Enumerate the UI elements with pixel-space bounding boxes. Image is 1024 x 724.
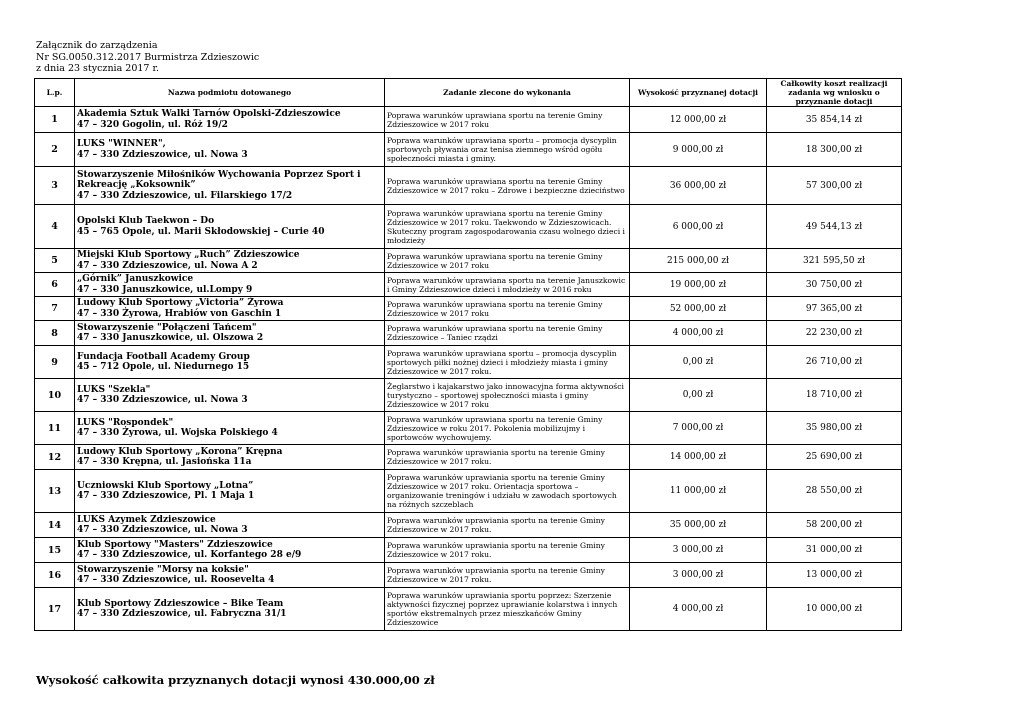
date-line: z dnia 23 stycznia 2017 r.: [36, 63, 159, 74]
grant-amount: 14 000,00 zł: [630, 445, 767, 470]
grant-amount: 3 000,00 zł: [630, 563, 767, 588]
task-description: Poprawa warunków uprawiana sportu na terenie Gminy Zdzieszowice w roku 2017. Pokolenia mobilizujmy i sportowców wychowujemy.: [385, 412, 630, 445]
grant-amount: 0,00 zł: [630, 346, 767, 379]
table-row: [35, 379, 902, 412]
total-cost-amount: 35 980,00 zł: [767, 412, 902, 445]
entity-cell: [75, 470, 385, 513]
total-cost-amount: 18 300,00 zł: [767, 133, 902, 167]
entity-address: 47 – 330 Januszkowice, ul. Olszowa 2: [77, 333, 264, 343]
total-cost-amount: 31 000,00 zł: [767, 538, 902, 563]
column-header-grant: Wysokość przyznanej dotacji: [630, 79, 767, 107]
column-header-name: Nazwa podmiotu dotowanego: [75, 79, 385, 107]
entity-address: 47 – 320 Gogolin, ul. Róż 19/2: [77, 119, 228, 130]
entity-name: Klub Sportowy Zdzieszowice – Bike Team: [77, 598, 284, 609]
row-number: 12: [35, 445, 75, 470]
table-row: [35, 321, 902, 346]
entity-cell: [75, 445, 385, 470]
entity-address: 47 – 330 Żyrowa, Hrabiów von Gaschin 1: [77, 308, 282, 319]
entity-name: LUKS "Szekla": [77, 384, 151, 395]
entity-cell: [75, 563, 385, 588]
table-row: [35, 588, 902, 631]
entity-cell: [75, 513, 385, 538]
grant-amount: 215 000,00 zł: [630, 249, 767, 273]
task-description: Poprawa warunków uprawiana sportu na terenie Gminy Zdzieszowice w 2017 roku: [385, 249, 630, 273]
column-header-total-cost: Całkowity koszt realizacji zadania wg wniosku o przyznanie dotacji: [767, 79, 902, 107]
row-number: 3: [35, 167, 75, 205]
table-row: [35, 470, 902, 513]
row-number: 2: [35, 133, 75, 167]
task-description: Poprawa warunków uprawiania sportu na terenie Gminy Zdzieszowice w 2017 roku. Orientacja sportowa – organizowanie treningów i udziału w zawodach sportowych na różnych szczeblach: [385, 470, 630, 513]
entity-name: Akademia Sztuk Walki Tarnów Opolski-Zdzieszowice: [77, 109, 341, 119]
entity-address: 47 – 330 Zdzieszowice, ul. Fabryczna 31/1: [77, 609, 287, 619]
entity-cell: [75, 107, 385, 133]
total-cost-amount: 13 000,00 zł: [767, 563, 902, 588]
table-row: [35, 538, 902, 563]
grant-amount: 4 000,00 zł: [630, 321, 767, 346]
row-number: 8: [35, 321, 75, 346]
entity-name: LUKS Azymek Zdzieszowice: [77, 514, 216, 525]
row-number: 17: [35, 588, 75, 631]
entity-name: Klub Sportowy "Masters" Zdzieszowice: [77, 539, 273, 550]
row-number: 1: [35, 107, 75, 133]
row-number: 15: [35, 538, 75, 563]
table-row: [35, 167, 902, 205]
entity-cell: [75, 346, 385, 379]
entity-address: 47 – 330 Żyrowa, ul. Wojska Polskiego 4: [77, 428, 278, 438]
entity-name: Stowarzyszenie Miłośników Wychowania Poprzez Sport i Rekreację „Koksownik”: [77, 169, 361, 191]
task-description: Poprawa warunków uprawiania sportu na terenie Gminy Zdzieszowice w 2017 roku.: [385, 513, 630, 538]
entity-cell: [75, 412, 385, 445]
table-row: [35, 513, 902, 538]
entity-name: LUKS "Rospondek": [77, 417, 174, 428]
grant-amount: 11 000,00 zł: [630, 470, 767, 513]
total-cost-amount: 35 854,14 zł: [767, 107, 902, 133]
table-row: [35, 249, 902, 273]
entity-address: 45 – 712 Opole, ul. Niedurnego 15: [77, 362, 250, 372]
entity-address: 47 – 330 Zdzieszowice, ul. Nowa 3: [77, 149, 248, 160]
entity-address: 47 – 330 Zdzieszowice, ul. Roosevelta 4: [77, 575, 275, 585]
entity-cell: [75, 297, 385, 321]
entity-name: Ludowy Klub Sportowy „Korona” Krępna: [77, 446, 283, 457]
total-cost-amount: 25 690,00 zł: [767, 445, 902, 470]
total-cost-amount: 26 710,00 zł: [767, 346, 902, 379]
grant-amount: 3 000,00 zł: [630, 538, 767, 563]
grant-amount: 52 000,00 zł: [630, 297, 767, 321]
order-number-line: Nr SG.0050.312.2017 Burmistrza Zdzieszowic: [36, 51, 260, 63]
task-description: Poprawa warunków uprawiania sportu na terenie Gminy Zdzieszowice w 2017 roku.: [385, 538, 630, 563]
entity-cell: [75, 321, 385, 346]
entity-address: 47 – 330 Zdzieszowice, ul. Korfantego 28 e/9: [77, 550, 302, 560]
table-row: [35, 346, 902, 379]
task-description: Poprawa warunków uprawiana sportu na terenie Januszkowic i Gminy Zdzieszowice dzieci i młodzieży w 2016 roku: [385, 273, 630, 297]
grants-table: [34, 78, 902, 631]
row-number: 14: [35, 513, 75, 538]
row-number: 9: [35, 346, 75, 379]
annex-line: Załącznik do zarządzenia: [36, 40, 158, 51]
row-number: 4: [35, 205, 75, 249]
table-row: [35, 133, 902, 167]
table-row: [35, 297, 902, 321]
grant-amount: 4 000,00 zł: [630, 588, 767, 631]
grant-amount: 6 000,00 zł: [630, 205, 767, 249]
entity-address: 47 – 330 Zdzieszowice, ul. Nowa 3: [77, 525, 248, 535]
total-cost-amount: 22 230,00 zł: [767, 321, 902, 346]
entity-name: Stowarzyszenie "Morsy na koksie": [77, 564, 249, 575]
entity-cell: [75, 379, 385, 412]
column-header-task: Zadanie zlecone do wykonania: [385, 79, 630, 107]
total-cost-amount: 18 710,00 zł: [767, 379, 902, 412]
entity-address: 47 – 330 Januszkowice, ul.Lompy 9: [77, 284, 253, 295]
task-description: Poprawa warunków uprawiana sportu na terenie Gminy Zdzieszowice w 2017 roku. Taekwondo w Zdzieszowicach. Skuteczny program zagospodarowania czasu wolnego dzieci i młodzieży: [385, 205, 630, 249]
entity-cell: [75, 588, 385, 631]
task-description: Poprawa warunków uprawiana sportu na terenie Gminy Zdzieszowice w 2017 roku: [385, 297, 630, 321]
table-row: [35, 563, 902, 588]
grant-amount: 9 000,00 zł: [630, 133, 767, 167]
entity-name: Miejski Klub Sportowy „Ruch” Zdzieszowice: [77, 250, 300, 260]
task-description: Poprawa warunków uprawiana sportu na terenie Gminy Zdzieszowice w 2017 roku: [385, 107, 630, 133]
row-number: 16: [35, 563, 75, 588]
total-cost-amount: 49 544,13 zł: [767, 205, 902, 249]
entity-name: Fundacja Football Academy Group: [77, 351, 250, 362]
row-number: 6: [35, 273, 75, 297]
total-grants-summary: Wysokość całkowita przyznanych dotacji wynosi 430.000,00 zł: [36, 673, 435, 687]
row-number: 11: [35, 412, 75, 445]
total-cost-amount: 28 550,00 zł: [767, 470, 902, 513]
total-cost-amount: 57 300,00 zł: [767, 167, 902, 205]
entity-cell: [75, 133, 385, 167]
column-header-lp: L.p.: [35, 79, 75, 107]
entity-address: 47 – 330 Zdzieszowice, ul. Nowa A 2: [77, 260, 258, 271]
total-cost-amount: 10 000,00 zł: [767, 588, 902, 631]
table-header-row: [35, 79, 902, 107]
total-cost-amount: 321 595,50 zł: [767, 249, 902, 273]
entity-cell: [75, 538, 385, 563]
total-cost-amount: 58 200,00 zł: [767, 513, 902, 538]
row-number: 5: [35, 249, 75, 273]
row-number: 7: [35, 297, 75, 321]
row-number: 13: [35, 470, 75, 513]
entity-name: LUKS "WINNER",: [77, 139, 166, 149]
table-row: [35, 205, 902, 249]
table-row: [35, 107, 902, 133]
task-description: Poprawa warunków uprawiana sportu na terenie Gminy Zdzieszowice – Taniec rządzi: [385, 321, 630, 346]
task-description: Poprawa warunków uprawiana sportu na terenie Gminy Zdzieszowice w 2017 roku – Zdrowe i bezpieczne dzieciństwo: [385, 167, 630, 205]
entity-name: Ludowy Klub Sportowy „Victoria” Żyrowa: [77, 298, 284, 308]
grant-amount: 7 000,00 zł: [630, 412, 767, 445]
grant-amount: 0,00 zł: [630, 379, 767, 412]
total-cost-amount: 30 750,00 zł: [767, 273, 902, 297]
task-description: Poprawa warunków uprawiana sportu – promocja dyscyplin sportowych piłki nożnej dzieci i młodzieży miasta i gminy Zdzieszowice w 2017 roku.: [385, 346, 630, 379]
task-description: Poprawa warunków uprawiania sportu poprzez: Szerzenie aktywności fizycznej poprzez uprawianie kolarstwa i innych sportów ekstremalnych przez mieszkańców Gminy Zdzieszowice: [385, 588, 630, 631]
grant-amount: 12 000,00 zł: [630, 107, 767, 133]
entity-address: 47 – 330 Krępna, ul. Jasiońska 11a: [77, 457, 252, 467]
table-row: [35, 412, 902, 445]
task-description: Żeglarstwo i kajakarstwo jako innowacyjna forma aktywności turystyczno – sportowej społeczności miasta i gminy Zdzieszowice w 2017 roku: [385, 379, 630, 412]
table-row: [35, 445, 902, 470]
entity-address: 45 – 765 Opole, ul. Marii Skłodowskiej – Curie 40: [77, 226, 325, 237]
table-row: [35, 273, 902, 297]
grant-amount: 19 000,00 zł: [630, 273, 767, 297]
grant-amount: 36 000,00 zł: [630, 167, 767, 205]
entity-name: „Górnik” Januszkowice: [77, 274, 194, 284]
entity-address: 47 – 330 Zdzieszowice, ul. Filarskiego 17/2: [77, 190, 293, 201]
entity-cell: [75, 167, 385, 205]
grant-amount: 35 000,00 zł: [630, 513, 767, 538]
task-description: Poprawa warunków uprawiana sportu – promocja dyscyplin sportowych pływania oraz tenisa ziemnego wśród ogółu społeczności miasta i gminy.: [385, 133, 630, 167]
entity-name: Opolski Klub Taekwon – Do: [77, 216, 215, 226]
entity-name: Uczniowski Klub Sportowy „Lotna”: [77, 480, 254, 491]
row-number: 10: [35, 379, 75, 412]
task-description: Poprawa warunków uprawiania sportu na terenie Gminy Zdzieszowice w 2017 roku.: [385, 445, 630, 470]
entity-cell: [75, 273, 385, 297]
entity-address: 47 – 330 Zdzieszowice, Pl. 1 Maja 1: [77, 491, 255, 501]
document-header: [36, 40, 259, 75]
entity-name: Stowarzyszenie "Połączeni Tańcem": [77, 322, 257, 333]
entity-cell: [75, 249, 385, 273]
entity-address: 47 – 330 Zdzieszowice, ul. Nowa 3: [77, 395, 248, 405]
total-cost-amount: 97 365,00 zł: [767, 297, 902, 321]
task-description: Poprawa warunków uprawiania sportu na terenie Gminy Zdzieszowice w 2017 roku.: [385, 563, 630, 588]
entity-cell: [75, 205, 385, 249]
